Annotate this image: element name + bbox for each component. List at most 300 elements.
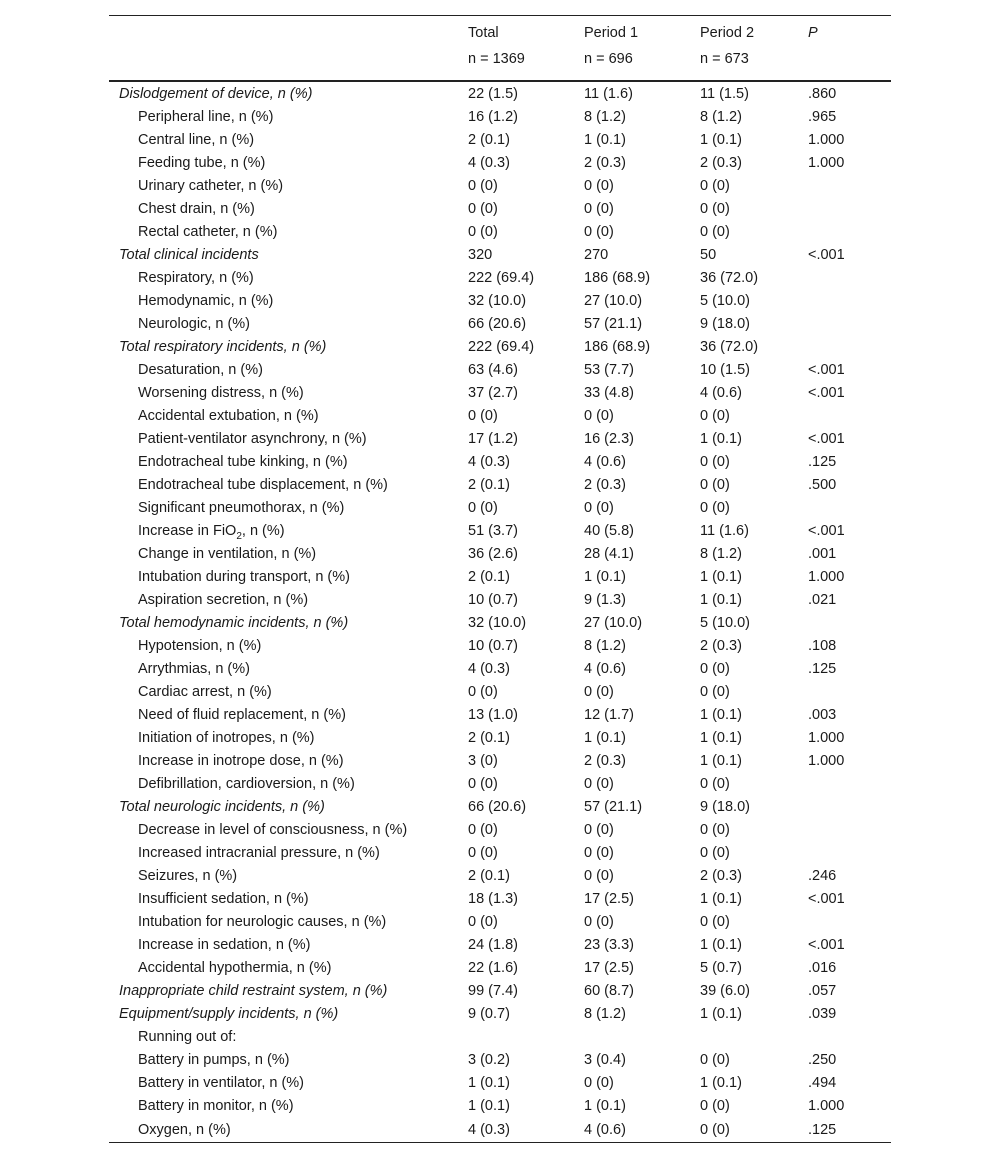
table-row [109, 81, 891, 105]
cell-p-value [808, 611, 891, 634]
row-label-text: Hemodynamic, n (%) [138, 292, 274, 309]
cell-p-value [808, 910, 891, 933]
cell-period-1: 2 (0.3) [584, 154, 626, 171]
cell-period-2: 0 (0) [700, 1117, 808, 1143]
cell-period-1: 0 (0) [584, 683, 614, 700]
header-row-labels [109, 16, 891, 50]
cell-p-value [808, 841, 891, 864]
header-row-counts [109, 49, 891, 81]
row-label [109, 358, 468, 381]
row-label-text: Intubation during transport, n (%) [138, 568, 350, 585]
cell-total: 16 (1.2) [468, 108, 518, 125]
cell-p-value [808, 496, 891, 519]
cell-period-2: 4 (0.6) [700, 384, 742, 401]
cell-total: 0 (0) [468, 200, 498, 217]
cell-period-2: 0 (0) [700, 775, 730, 792]
table-row [109, 726, 891, 749]
cell-period-1: 1 (0.1) [584, 568, 626, 585]
row-label-text: Running out of: [138, 1028, 237, 1045]
cell-p-value: <.001 [808, 361, 845, 378]
cell-total [468, 1025, 584, 1048]
row-label-text: Battery in monitor, n (%) [138, 1097, 294, 1114]
cell-p-value: 1.000 [808, 154, 845, 171]
table-row [109, 979, 891, 1002]
cell-period-2: 5 (10.0) [700, 292, 750, 309]
table-row [109, 611, 891, 634]
table-row [109, 565, 891, 588]
cell-p-value: <.001 [808, 890, 845, 907]
cell-total: 2 (0.1) [468, 867, 510, 884]
cell-period-1: 270 [584, 246, 609, 263]
cell-period-2: 1 (0.1) [700, 1074, 742, 1091]
cell-p-value: .125 [808, 453, 837, 470]
cell-total: 4 (0.3) [468, 453, 510, 470]
row-label-text: Dislodgement of device, n (%) [119, 85, 313, 102]
cell-period-2: 0 (0) [700, 453, 730, 470]
row-label-text: Accidental extubation, n (%) [138, 407, 319, 424]
row-label [109, 818, 468, 841]
cell-p-value: 1.000 [808, 568, 845, 585]
row-label-text: Increase in FiO [138, 522, 237, 539]
cell-total: 0 (0) [468, 775, 498, 792]
cell-period-1: 4 (0.6) [584, 453, 626, 470]
cell-total: 22 (1.5) [468, 85, 518, 102]
cell-p-value: .125 [808, 1117, 891, 1143]
cell-period-2: 2 (0.3) [700, 867, 742, 884]
cell-period-2: 0 (0) [700, 683, 730, 700]
row-label [109, 956, 468, 979]
cell-total: 0 (0) [468, 683, 498, 700]
cell-period-1: 12 (1.7) [584, 706, 634, 723]
cell-total: 1 (0.1) [468, 1097, 510, 1114]
row-label-text: Battery in ventilator, n (%) [138, 1074, 305, 1091]
cell-total: 0 (0) [468, 407, 498, 424]
cell-p-value: 1.000 [808, 1097, 845, 1114]
cell-period-1: 2 (0.3) [584, 752, 626, 769]
cell-p-value: .003 [808, 706, 837, 723]
cell-period-2: 9 (18.0) [700, 798, 750, 815]
table-row [109, 933, 891, 956]
cell-total: 36 (2.6) [468, 545, 518, 562]
row-label-text: Intubation for neurologic causes, n (%) [138, 913, 387, 930]
cell-period-2: 1 (0.1) [700, 729, 742, 746]
row-label [109, 772, 468, 795]
cell-p-value: .965 [808, 108, 837, 125]
row-label-text: Respiratory, n (%) [138, 269, 254, 286]
table-row [109, 473, 891, 496]
cell-total: 2 (0.1) [468, 131, 510, 148]
cell-p-value [808, 312, 891, 335]
cell-total: 2 (0.1) [468, 568, 510, 585]
cell-total: 0 (0) [468, 223, 498, 240]
cell-period-1: 16 (2.3) [584, 430, 634, 447]
table-row [109, 197, 891, 220]
cell-p-value: .125 [808, 660, 837, 677]
cell-period-1: 0 (0) [584, 775, 614, 792]
cell-period-1: 27 (10.0) [584, 614, 643, 631]
row-label [109, 197, 468, 220]
cell-period-2: 5 (10.0) [700, 614, 750, 631]
cell-period-2: 1 (0.1) [700, 131, 742, 148]
cell-period-2: 1 (0.1) [700, 568, 742, 585]
row-label [109, 910, 468, 933]
row-label-text: Arrythmias, n (%) [138, 660, 250, 677]
cell-total: 0 (0) [468, 913, 498, 930]
cell-period-1: 0 (0) [584, 223, 614, 240]
cell-p-value [808, 404, 891, 427]
row-label-text: Battery in pumps, n (%) [138, 1051, 290, 1068]
cell-period-1: 0 (0) [584, 844, 614, 861]
cell-period-2: 0 (0) [700, 200, 730, 217]
row-label-text: Feeding tube, n (%) [138, 154, 266, 171]
row-label-text: Urinary catheter, n (%) [138, 177, 284, 194]
cell-total: 4 (0.3) [468, 1117, 584, 1143]
cell-total: 0 (0) [468, 844, 498, 861]
row-label [109, 1025, 468, 1048]
table-row [109, 381, 891, 404]
table-row [109, 1117, 891, 1143]
cell-p-value [808, 266, 891, 289]
table-row [109, 358, 891, 381]
row-label-text: Accidental hypothermia, n (%) [138, 959, 332, 976]
row-label [109, 565, 468, 588]
cell-p-value [808, 174, 891, 197]
cell-p-value: .860 [808, 85, 837, 102]
cell-period-1: 2 (0.3) [584, 476, 626, 493]
row-label [109, 266, 468, 289]
table-row [109, 1094, 891, 1117]
cell-period-1 [584, 1025, 700, 1048]
cell-p-value [808, 680, 891, 703]
cell-period-1: 1 (0.1) [584, 729, 626, 746]
table-row [109, 1048, 891, 1071]
row-label [109, 473, 468, 496]
table-row [109, 519, 891, 542]
table-row [109, 105, 891, 128]
cell-period-1: 4 (0.6) [584, 1117, 700, 1143]
cell-period-1: 60 (8.7) [584, 982, 634, 999]
row-label [109, 289, 468, 312]
header-period-2: Period 2 [700, 16, 808, 50]
row-label [109, 1094, 468, 1117]
row-label [109, 128, 468, 151]
cell-total: 1 (0.1) [468, 1074, 510, 1091]
cell-period-2: 1 (0.1) [700, 430, 742, 447]
row-label [109, 151, 468, 174]
header-total-n: n = 1369 [468, 49, 584, 81]
cell-period-2: 2 (0.3) [700, 637, 742, 654]
row-label [109, 634, 468, 657]
row-label-text: Increase in inotrope dose, n (%) [138, 752, 344, 769]
cell-total: 222 (69.4) [468, 269, 535, 286]
row-label-text: Increased intracranial pressure, n (%) [138, 844, 380, 861]
cell-period-2: 0 (0) [700, 476, 730, 493]
cell-total: 0 (0) [468, 821, 498, 838]
table-row [109, 128, 891, 151]
cell-period-1: 33 (4.8) [584, 384, 634, 401]
table-row [109, 772, 891, 795]
cell-total: 4 (0.3) [468, 660, 510, 677]
cell-total: 222 (69.4) [468, 338, 535, 355]
cell-period-1: 0 (0) [584, 1074, 614, 1091]
cell-p-value: <.001 [808, 246, 845, 263]
row-label [109, 887, 468, 910]
cell-p-value: .108 [808, 637, 837, 654]
row-label-text: Equipment/supply incidents, n (%) [119, 1005, 339, 1022]
table-row [109, 841, 891, 864]
cell-total: 4 (0.3) [468, 154, 510, 171]
cell-total: 66 (20.6) [468, 315, 527, 332]
cell-period-2: 2 (0.3) [700, 154, 742, 171]
cell-total: 24 (1.8) [468, 936, 518, 953]
cell-total: 17 (1.2) [468, 430, 518, 447]
cell-period-2: 1 (0.1) [700, 890, 742, 907]
cell-p-value [808, 795, 891, 818]
cell-total: 10 (0.7) [468, 591, 518, 608]
table-row [109, 864, 891, 887]
table-row [109, 542, 891, 565]
table-row [109, 289, 891, 312]
cell-period-1: 11 (1.6) [584, 85, 633, 102]
cell-period-2: 0 (0) [700, 660, 730, 677]
cell-total: 3 (0) [468, 752, 498, 769]
cell-total: 3 (0.2) [468, 1051, 510, 1068]
row-label [109, 542, 468, 565]
cell-period-1: 8 (1.2) [584, 1005, 626, 1022]
cell-period-2: 10 (1.5) [700, 361, 750, 378]
cell-p-value: .021 [808, 591, 837, 608]
cell-period-2: 39 (6.0) [700, 982, 750, 999]
cell-p-value: <.001 [808, 522, 845, 539]
cell-period-1: 0 (0) [584, 200, 614, 217]
row-label-text: Peripheral line, n (%) [138, 108, 274, 125]
cell-period-1: 186 (68.9) [584, 269, 651, 286]
row-label-text: Significant pneumothorax, n (%) [138, 499, 345, 516]
cell-period-1: 186 (68.9) [584, 338, 651, 355]
cell-period-2: 0 (0) [700, 1051, 730, 1068]
cell-period-2: 8 (1.2) [700, 108, 742, 125]
row-label-suffix: , n (%) [241, 522, 285, 539]
row-label [109, 657, 468, 680]
table-row [109, 749, 891, 772]
cell-p-value: <.001 [808, 430, 845, 447]
row-label-text: Insufficient sedation, n (%) [138, 890, 309, 907]
row-label-text: Neurologic, n (%) [138, 315, 251, 332]
row-label [109, 680, 468, 703]
table-row [109, 266, 891, 289]
row-label [109, 450, 468, 473]
cell-period-1: 0 (0) [584, 407, 614, 424]
row-label-text: Chest drain, n (%) [138, 200, 255, 217]
cell-period-1: 9 (1.3) [584, 591, 626, 608]
row-label-text: Central line, n (%) [138, 131, 255, 148]
row-label [109, 381, 468, 404]
cell-period-1: 17 (2.5) [584, 959, 634, 976]
table-row [109, 634, 891, 657]
header-period-2-n: n = 673 [700, 49, 808, 81]
cell-p-value: 1.000 [808, 729, 845, 746]
table-row [109, 220, 891, 243]
table-row [109, 588, 891, 611]
cell-p-value [808, 772, 891, 795]
cell-period-1: 27 (10.0) [584, 292, 643, 309]
row-label [109, 519, 468, 542]
row-label [109, 427, 468, 450]
cell-period-2: 50 [700, 246, 717, 263]
table-row [109, 818, 891, 841]
row-label [109, 105, 468, 128]
row-label [109, 933, 468, 956]
cell-period-2: 0 (0) [700, 1097, 730, 1114]
cell-period-1: 0 (0) [584, 867, 614, 884]
cell-p-value [808, 1025, 891, 1048]
table-row [109, 335, 891, 358]
cell-period-2: 0 (0) [700, 844, 730, 861]
row-label-text: Endotracheal tube displacement, n (%) [138, 476, 388, 493]
row-label-text: Change in ventilation, n (%) [138, 545, 317, 562]
row-label [109, 864, 468, 887]
header-label-column [109, 16, 468, 50]
table-row [109, 312, 891, 335]
cell-total: 0 (0) [468, 499, 498, 516]
header-p-blank [808, 49, 891, 81]
row-label-text: Total clinical incidents [119, 246, 259, 263]
row-label-text: Total hemodynamic incidents, n (%) [119, 614, 349, 631]
cell-p-value [808, 197, 891, 220]
row-label [109, 979, 468, 1002]
incidents-table-container [109, 15, 891, 1143]
cell-total: 32 (10.0) [468, 292, 527, 309]
row-label-text: Cardiac arrest, n (%) [138, 683, 272, 700]
row-label-text: Hypotension, n (%) [138, 637, 262, 654]
row-label [109, 243, 468, 266]
cell-p-value: 1.000 [808, 131, 845, 148]
row-label-text: Defibrillation, cardioversion, n (%) [138, 775, 355, 792]
cell-p-value: .016 [808, 959, 837, 976]
header-period-1: Period 1 [584, 16, 700, 50]
cell-period-2: 1 (0.1) [700, 936, 742, 953]
cell-period-2: 0 (0) [700, 499, 730, 516]
cell-period-2: 36 (72.0) [700, 269, 759, 286]
cell-p-value: <.001 [808, 936, 845, 953]
row-label-text: Patient-ventilator asynchrony, n (%) [138, 430, 367, 447]
row-label [109, 588, 468, 611]
row-label-text: Decrease in level of consciousness, n (%) [138, 821, 408, 838]
cell-period-1: 8 (1.2) [584, 108, 626, 125]
cell-p-value [808, 818, 891, 841]
table-row [109, 496, 891, 519]
cell-period-1: 40 (5.8) [584, 522, 634, 539]
cell-p-value [808, 220, 891, 243]
cell-period-1: 8 (1.2) [584, 637, 626, 654]
row-label [109, 335, 468, 358]
cell-total: 13 (1.0) [468, 706, 518, 723]
cell-p-value: .246 [808, 867, 837, 884]
header-count-blank [109, 49, 468, 81]
table-header [109, 16, 891, 82]
row-label [109, 174, 468, 197]
cell-period-2: 1 (0.1) [700, 1005, 742, 1022]
incidents-table [109, 15, 891, 1143]
cell-period-2: 0 (0) [700, 223, 730, 240]
cell-period-2 [700, 1025, 808, 1048]
table-row [109, 910, 891, 933]
cell-period-1: 57 (21.1) [584, 315, 643, 332]
cell-period-1: 0 (0) [584, 821, 614, 838]
cell-total: 320 [468, 246, 493, 263]
cell-period-2: 0 (0) [700, 821, 730, 838]
row-label [109, 1048, 468, 1071]
cell-total: 63 (4.6) [468, 361, 518, 378]
row-label [109, 1071, 468, 1094]
cell-period-2: 1 (0.1) [700, 752, 742, 769]
cell-period-1: 1 (0.1) [584, 1097, 626, 1114]
table-row [109, 703, 891, 726]
cell-period-1: 3 (0.4) [584, 1051, 626, 1068]
row-label [109, 1117, 468, 1143]
row-label-text: Need of fluid replacement, n (%) [138, 706, 346, 723]
cell-total: 10 (0.7) [468, 637, 518, 654]
table-row [109, 174, 891, 197]
cell-period-1: 53 (7.7) [584, 361, 634, 378]
row-label [109, 841, 468, 864]
row-label [109, 496, 468, 519]
cell-period-1: 4 (0.6) [584, 660, 626, 677]
table-row [109, 680, 891, 703]
cell-period-1: 0 (0) [584, 499, 614, 516]
cell-period-1: 17 (2.5) [584, 890, 634, 907]
row-label [109, 749, 468, 772]
cell-p-value: .057 [808, 982, 837, 999]
cell-total: 2 (0.1) [468, 729, 510, 746]
table-row [109, 795, 891, 818]
table-row [109, 427, 891, 450]
cell-period-2: 0 (0) [700, 177, 730, 194]
table-row [109, 243, 891, 266]
cell-period-2: 0 (0) [700, 407, 730, 424]
cell-total: 99 (7.4) [468, 982, 518, 999]
cell-p-value: .039 [808, 1005, 837, 1022]
table-row [109, 450, 891, 473]
row-label [109, 703, 468, 726]
cell-period-2: 11 (1.6) [700, 522, 749, 539]
table-row [109, 1071, 891, 1094]
cell-p-value [808, 335, 891, 358]
row-label-text: Total respiratory incidents, n (%) [119, 338, 327, 355]
cell-total: 37 (2.7) [468, 384, 518, 401]
row-label [109, 1002, 468, 1025]
table-row [109, 1002, 891, 1025]
row-label-text: Oxygen, n (%) [138, 1121, 231, 1138]
row-label-text: Seizures, n (%) [138, 867, 238, 884]
cell-period-2: 1 (0.1) [700, 706, 742, 723]
cell-p-value: .250 [808, 1051, 837, 1068]
row-label-subscript: 2 [236, 530, 242, 542]
table-row [109, 404, 891, 427]
row-label-text: Initiation of inotropes, n (%) [138, 729, 315, 746]
cell-total: 32 (10.0) [468, 614, 527, 631]
cell-period-1: 23 (3.3) [584, 936, 634, 953]
cell-period-2: 9 (18.0) [700, 315, 750, 332]
table-body [109, 81, 891, 1143]
cell-period-2: 5 (0.7) [700, 959, 742, 976]
cell-period-1: 28 (4.1) [584, 545, 634, 562]
cell-period-1: 57 (21.1) [584, 798, 643, 815]
row-label [109, 81, 468, 105]
cell-p-value: .001 [808, 545, 837, 562]
cell-period-2: 36 (72.0) [700, 338, 759, 355]
header-p-value: P [808, 16, 891, 50]
